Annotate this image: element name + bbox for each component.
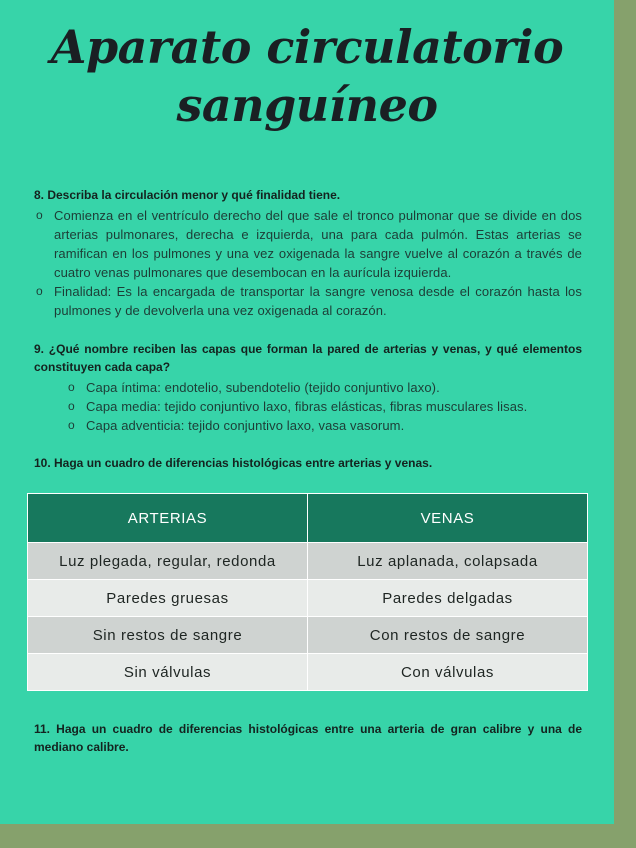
- list-item-text: Comienza en el ventrículo derecho del que sale el tronco pulmonar que se divide en dos arterias pulmonares, derecha e izquierda, una para cada pulmón. Estas arterias se ramifican en los pulmones y una vez oxigenada la sangre vuelve al corazón a través de cuatro venas pulmonares que desembocan en la aurícula izquierda.: [54, 208, 582, 280]
- bullet-icon: o: [36, 208, 43, 222]
- table-row: [28, 617, 588, 654]
- bullet-icon: o: [36, 284, 43, 298]
- list-item: [68, 416, 582, 435]
- list-item: [68, 378, 582, 397]
- table-row: [28, 580, 588, 617]
- bullet-icon: o: [68, 399, 75, 413]
- question-8-heading: 8. Describa la circulación menor y qué finalidad tiene.: [34, 188, 341, 202]
- list-item: [36, 206, 582, 282]
- list-item-text: Capa íntima: endotelio, subendotelio (tejido conjuntivo laxo).: [86, 380, 440, 395]
- page-title: [0, 18, 614, 134]
- title-line-2: sanguíneo: [176, 78, 438, 132]
- list-item-text: Finalidad: Es la encargada de transportar la sangre venosa desde el corazón hasta los pulmones y de devolverla una vez oxigenada al corazón.: [54, 284, 582, 318]
- table-cell: Sin restos de sangre: [28, 617, 308, 654]
- list-item-text: Capa adventicia: tejido conjuntivo laxo, vasa vasorum.: [86, 418, 405, 433]
- question-8-list: [36, 206, 582, 320]
- column-header-arterias: ARTERIAS: [28, 494, 308, 543]
- list-item: [68, 397, 582, 416]
- question-11-heading: 11. Haga un cuadro de diferencias histológicas entre una arteria de gran calibre y una de mediano calibre.: [34, 722, 582, 754]
- table-cell: Con restos de sangre: [308, 617, 588, 654]
- table-cell: Sin válvulas: [28, 654, 308, 691]
- table-cell: Paredes gruesas: [28, 580, 308, 617]
- table-cell: Con válvulas: [308, 654, 588, 691]
- table-row: [28, 654, 588, 691]
- bullet-icon: o: [68, 380, 75, 394]
- question-9-list: [68, 378, 582, 435]
- table-cell: Luz aplanada, colapsada: [308, 543, 588, 580]
- bullet-icon: o: [68, 418, 75, 432]
- table-cell: Paredes delgadas: [308, 580, 588, 617]
- list-item: [36, 282, 582, 320]
- table-cell: Luz plegada, regular, redonda: [28, 543, 308, 580]
- table-header-row: [28, 494, 588, 543]
- question-9-heading: 9. ¿Qué nombre reciben las capas que forman la pared de arterias y venas, y qué elementos constituyen cada capa?: [34, 342, 582, 374]
- question-10-heading: 10. Haga un cuadro de diferencias histológicas entre arterias y venas.: [34, 456, 433, 470]
- table-row: [28, 543, 588, 580]
- comparison-table: [27, 493, 588, 691]
- column-header-venas: VENAS: [308, 494, 588, 543]
- title-line-1: Aparato circulatorio: [50, 20, 564, 74]
- list-item-text: Capa media: tejido conjuntivo laxo, fibras elásticas, fibras musculares lisas.: [86, 399, 528, 414]
